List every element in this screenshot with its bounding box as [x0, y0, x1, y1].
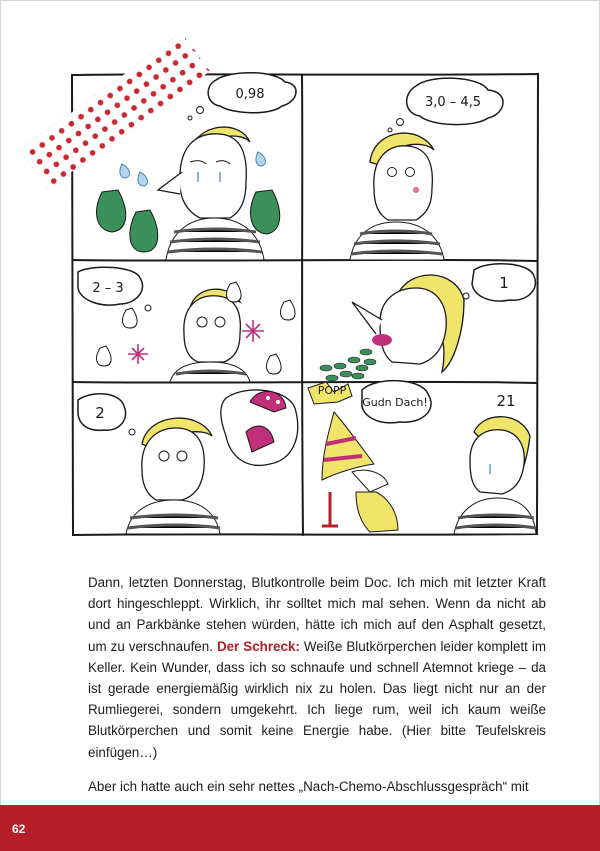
panel-6-greeting-text: Gudn Dach!	[362, 396, 428, 409]
panel-5-shirt	[126, 500, 220, 534]
panel-1-drop-2	[130, 210, 158, 252]
panel-6-pop-text: POPP	[317, 384, 347, 397]
panel-4	[320, 264, 535, 381]
panel-2-bubble-text: 3,0 – 4,5	[424, 95, 482, 110]
panel-4-green-cells	[320, 349, 376, 381]
panel-6-number-text: 21	[496, 392, 516, 410]
comic-strip	[70, 72, 540, 537]
panel-6-shirt	[454, 498, 536, 534]
paragraph-2: Aber ich hatte auch ein sehr nettes „Nach-Chemo-Abschlussgespräch“ mit	[88, 778, 529, 794]
panel-3-bubble-text: 2 – 3	[92, 281, 124, 296]
paragraph-1-part-1: Dann, letzten Donnerstag, Blutkontrolle beim Doc. Ich mich mit letzter Kraft dort hingeschleppt. Wirklich, ihr solltet mich mal sehen. Wenn da nicht ab und an Parkbänke stehen würden, hätte ich mich auf den Asphalt gesetzt, um zu verschnaufen.	[88, 575, 546, 654]
body-text	[88, 572, 546, 797]
panel-1-shirt	[166, 218, 264, 260]
panel-2	[350, 78, 503, 260]
panel-1-drop-1	[97, 190, 126, 232]
panel-3	[78, 267, 295, 382]
panel-5	[78, 390, 298, 534]
panel-5-bubble-text: 2	[95, 404, 105, 422]
panel-1-bubble-text: 0,98	[235, 87, 265, 102]
paragraph-1	[88, 572, 546, 763]
panel-6	[308, 381, 536, 534]
panel-3-shirt	[170, 362, 250, 382]
page-number: 62	[12, 822, 26, 836]
panel-5-dream-bubble	[221, 390, 298, 465]
highlight-der-schreck: Der Schreck:	[216, 638, 300, 654]
panel-1-drop-3	[251, 190, 280, 234]
panel-4-bubble-text: 1	[499, 274, 509, 292]
paragraph-1-part-2: Weiße Blutkörperchen leider komplett im Keller. Kein Wunder, dass ich so schnaufe und schnell Atemnot kriege – da ist gerade energiemäßig wirklich nix zu holen. Das liegt nicht nur an der Rumliegerei, sondern umgekehrt. Ich liege rum, weil ich kaum weiße Blutkörperchen und somit keine Energie habe. (Hier bitte Teufelskreis einfügen…)	[88, 638, 546, 760]
page-footer	[0, 805, 600, 851]
panel-2-shirt	[350, 222, 444, 260]
